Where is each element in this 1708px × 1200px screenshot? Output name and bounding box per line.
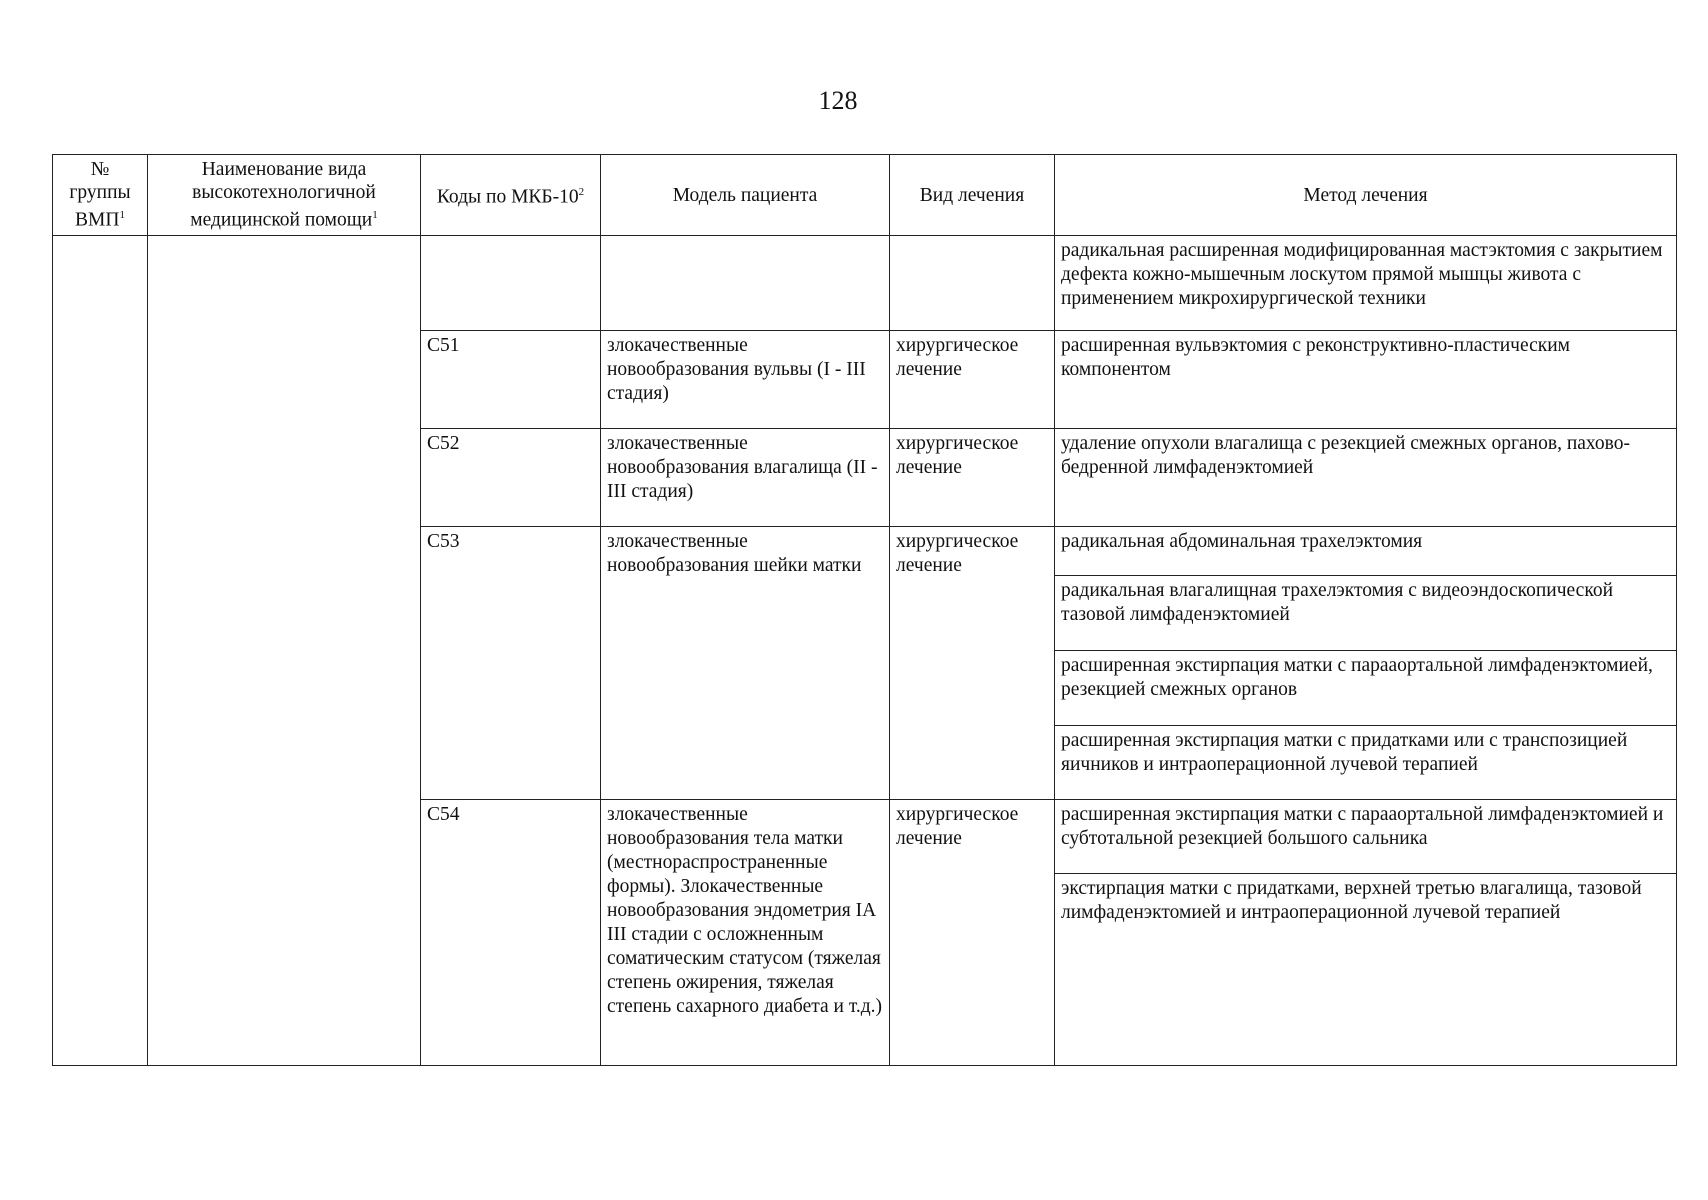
treatment-method-cell: расширенная экстирпация матки с придатками или с транспозицией яичников и интраоперационной лучевой терапией — [1055, 726, 1677, 800]
icd-code-cell — [421, 236, 601, 331]
treatment-table — [52, 154, 1677, 1066]
patient-model-cell: злокачественные новообразования шейки матки — [601, 527, 890, 800]
treatment-method-cell: радикальная расширенная модифицированная мастэктомия с закрытием дефекта кожно-мышечным лоскутом прямой мышцы живота с применением микрохирургической техники — [1055, 236, 1677, 331]
patient-model-cell: злокачественные новообразования тела матки (местнораспространенные формы). Злокачественные новообразования эндометрия IA III стадии с осложненным соматическим статусом (тяжелая степень ожирения, тяжелая степень сахарного диабета и т.д.) — [601, 800, 890, 1066]
treatment-method-cell: радикальная абдоминальная трахелэктомия — [1055, 527, 1677, 576]
header-icd-codes: Коды по МКБ-$10^2$ — [421, 155, 601, 236]
icd-code-cell: C52 — [421, 429, 601, 527]
treatment-type-cell: хирургическое лечение — [890, 800, 1055, 1066]
table-row — [53, 236, 1677, 331]
header-care-type-name: Наименование вида высокотехнологичной медицинской помощи$^1$ — [148, 155, 421, 236]
patient-model-cell: злокачественные новообразования вульвы (I - III стадия) — [601, 331, 890, 429]
group-number-cell — [53, 236, 148, 1066]
treatment-type-cell: хирургическое лечение — [890, 331, 1055, 429]
patient-model-cell: злокачественные новообразования влагалища (II - III стадия) — [601, 429, 890, 527]
care-type-name-cell — [148, 236, 421, 1066]
patient-model-cell — [601, 236, 890, 331]
treatment-method-cell: радикальная влагалищная трахелэктомия с видеоэндоскопической тазовой лимфаденэктомией — [1055, 576, 1677, 651]
treatment-type-cell — [890, 236, 1055, 331]
header-treatment-method: Метод лечения — [1055, 155, 1677, 236]
table-header-row — [53, 155, 1677, 236]
treatment-type-cell: хирургическое лечение — [890, 429, 1055, 527]
header-treatment-type: Вид лечения — [890, 155, 1055, 236]
treatment-method-cell: удаление опухоли влагалища с резекцией смежных органов, пахово-бедренной лимфаденэктомией — [1055, 429, 1677, 527]
icd-code-cell: C54 — [421, 800, 601, 1066]
treatment-method-cell: расширенная вульвэктомия с реконструктивно-пластическим компонентом — [1055, 331, 1677, 429]
treatment-type-cell: хирургическое лечение — [890, 527, 1055, 800]
icd-code-cell: C51 — [421, 331, 601, 429]
icd-code-cell: C53 — [421, 527, 601, 800]
page-number: 128 — [818, 86, 858, 115]
treatment-method-cell: экстирпация матки с придатками, верхней третью влагалища, тазовой лимфаденэктомией и интраоперационной лучевой терапией — [1055, 874, 1677, 1066]
header-patient-model: Модель пациента — [601, 155, 890, 236]
treatment-method-cell: расширенная экстирпация матки с парааортальной лимфаденэктомией и субтотальной резекцией большого сальника — [1055, 800, 1677, 874]
header-group-number: № группы ВМП$^1$ — [53, 155, 148, 236]
treatment-method-cell: расширенная экстирпация матки с парааортальной лимфаденэктомией, резекцией смежных органов — [1055, 651, 1677, 726]
